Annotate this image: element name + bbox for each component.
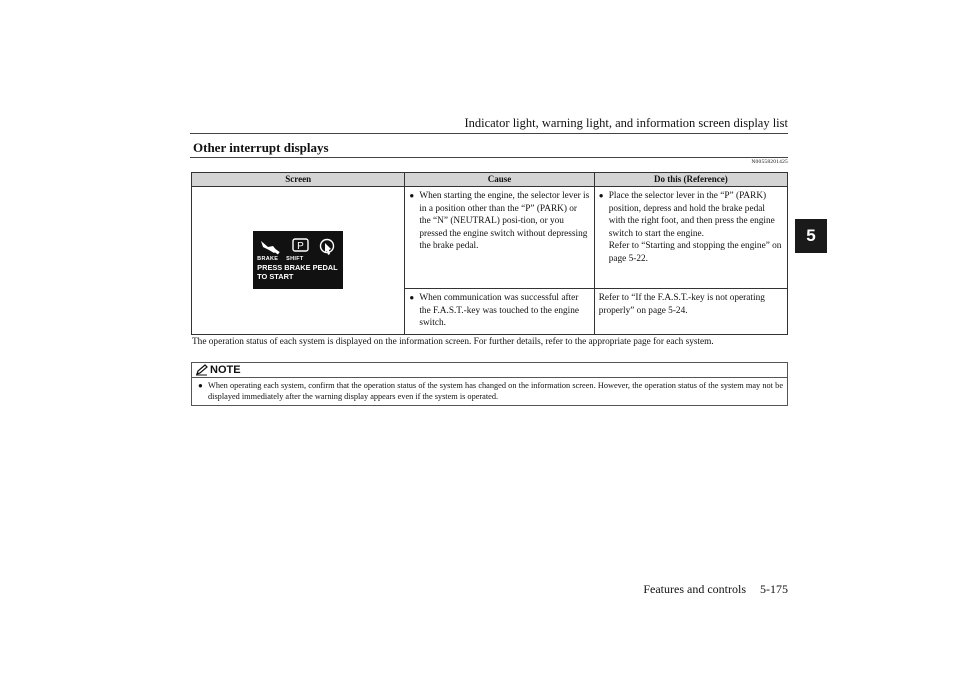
action-reference: Refer to “Starting and stopping the engine” on page 5-22. [608,241,782,264]
cause-cell [405,187,594,289]
chapter-tab: 5 [795,219,827,253]
section-title: Other interrupt displays [193,140,329,155]
page-footer [643,582,788,597]
note-box [191,362,788,406]
note-header [192,363,787,378]
note-label: NOTE [210,364,241,376]
header-cause: Cause [405,173,594,187]
section-rule [190,157,788,158]
shift-label: SHIFT [286,256,304,263]
display-message-line2: TO START [257,272,294,282]
header-screen: Screen [192,173,405,187]
cause-text: When communication was successful after the F.A.S.T.-key was touched to the engine switch. [419,293,580,329]
press-brake-display-image [253,231,343,289]
note-text: When operating each system, confirm that the operation status of the system has changed on the information screen. However, the operation status of the system may not be displayed immediately after the warning display appears even if the system is operated. [208,381,783,401]
table-row [192,187,788,289]
page-number: 5-175 [760,582,788,596]
table-header-row [192,173,788,187]
action-text: Refer to “If the F.A.S.T.-key is not operating properly” on page 5-24. [598,293,765,316]
action-cell [594,289,787,335]
bullet-icon: ● [198,381,203,390]
body-paragraph: The operation status of each system is displayed on the information screen. For further details, refer to the appropriate page for each system. [192,337,714,347]
note-pencil-icon [195,364,209,376]
cause-text: When starting the engine, the selector lever is in a position other than the “P” (PARK) or the “N” (NEUTRAL) posi-tion, or you pressed the engine switch without depressing the brake pedal. [419,191,590,252]
bullet-icon: ● [409,191,415,200]
action-cell [594,187,787,289]
reference-code: N00558201425 [751,159,788,165]
display-message [257,263,338,281]
footer-section: Features and controls [643,582,746,596]
interrupt-display-table [191,172,788,335]
screen-cell [192,187,405,335]
bullet-icon: ● [598,191,604,200]
brake-label: BRAKE [257,256,279,263]
cause-cell [405,289,594,335]
header-do-this: Do this (Reference) [594,173,787,187]
action-text: Place the selector lever in the “P” (PARK) position, depress and hold the brake pedal with the right foot, and then press the engine switch to start the engine. [608,191,775,239]
header-rule [190,133,788,134]
p-label: P [297,241,305,253]
running-header: Indicator light, warning light, and information screen display list [464,116,788,130]
display-message-line1: PRESS BRAKE PEDAL [257,263,338,273]
bullet-icon: ● [409,293,415,302]
